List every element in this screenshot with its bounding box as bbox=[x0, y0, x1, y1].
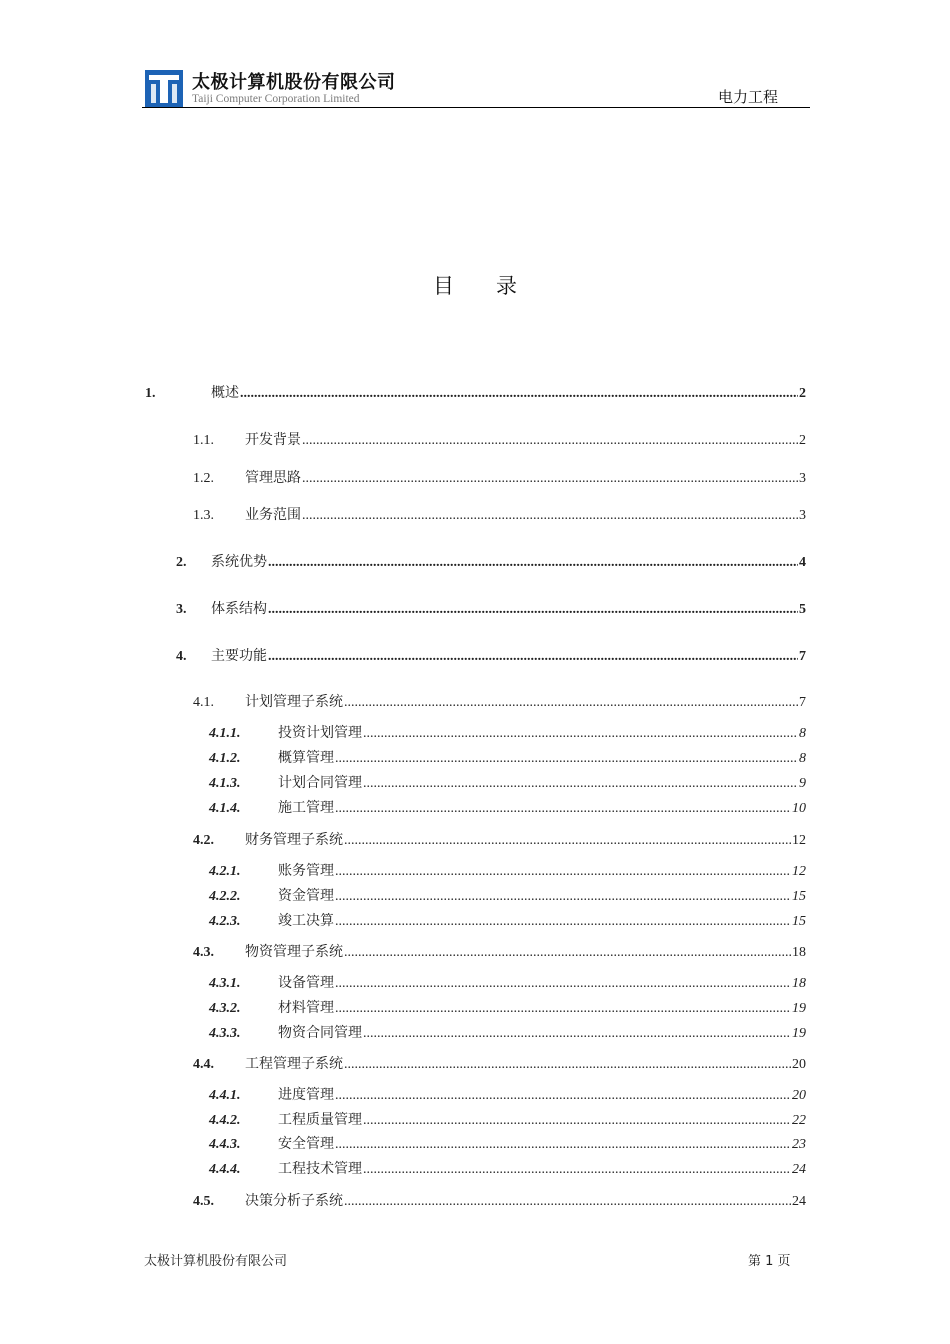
toc-leader-dots bbox=[335, 751, 798, 767]
toc-leader-dots bbox=[363, 1113, 791, 1129]
toc-leader-dots bbox=[363, 1026, 791, 1042]
toc-entry[interactable] bbox=[209, 1022, 806, 1042]
toc-leader-dots bbox=[344, 945, 791, 961]
toc-entry-number: 1.1. bbox=[193, 433, 214, 448]
toc-entry[interactable] bbox=[193, 691, 806, 711]
toc-entry[interactable] bbox=[193, 829, 806, 849]
toc-entry-title: 安全管理 bbox=[278, 1136, 334, 1152]
toc-leader-dots bbox=[335, 976, 791, 992]
toc-entry-page: 4 bbox=[799, 555, 806, 570]
toc-entry-number: 4.4.2. bbox=[209, 1113, 241, 1128]
toc-leader-dots bbox=[335, 864, 791, 880]
toc-entry-page: 20 bbox=[792, 1088, 806, 1103]
toc-leader-dots bbox=[335, 1137, 791, 1153]
toc-entry-page: 23 bbox=[792, 1137, 806, 1152]
toc-entry-number: 1.3. bbox=[193, 508, 214, 523]
toc-entry[interactable] bbox=[193, 429, 806, 449]
toc-leader-dots bbox=[302, 508, 798, 524]
toc-entry-title: 计划管理子系统 bbox=[245, 694, 343, 710]
toc-entry[interactable] bbox=[209, 1084, 806, 1104]
toc-entry-page: 20 bbox=[792, 1057, 806, 1072]
toc-leader-dots bbox=[344, 695, 798, 711]
toc-entry-title: 系统优势 bbox=[211, 554, 267, 570]
toc-entry-page: 15 bbox=[792, 889, 806, 904]
toc-entry-title: 资金管理 bbox=[278, 888, 334, 904]
toc-entry-title: 业务范围 bbox=[245, 507, 301, 523]
header-divider bbox=[142, 107, 810, 108]
toc-leader-dots bbox=[268, 602, 798, 618]
toc-entry-number: 4.2.1. bbox=[209, 864, 241, 879]
toc-entry[interactable] bbox=[209, 797, 806, 817]
toc-entry-number: 4.4.3. bbox=[209, 1137, 241, 1152]
toc-leader-dots bbox=[335, 801, 791, 817]
toc-entry-number: 4.1. bbox=[193, 695, 214, 710]
toc-title bbox=[0, 270, 950, 300]
toc-entry-title: 投资计划管理 bbox=[278, 725, 362, 741]
toc-entry-number: 4.1.4. bbox=[209, 801, 241, 816]
toc-entry-title: 竣工决算 bbox=[278, 913, 334, 929]
toc-entry-page: 8 bbox=[799, 751, 806, 766]
footer-page-number: 第 1 页 bbox=[748, 1254, 791, 1269]
toc-entry[interactable] bbox=[176, 551, 806, 571]
toc-entry-number: 3. bbox=[176, 602, 187, 617]
toc-entry-title: 物资管理子系统 bbox=[245, 944, 343, 960]
toc-entry-title: 材料管理 bbox=[278, 1000, 334, 1016]
toc-entry-page: 9 bbox=[799, 776, 806, 791]
toc-entry-page: 3 bbox=[799, 508, 806, 523]
toc-leader-dots bbox=[335, 889, 791, 905]
toc-entry-page: 12 bbox=[792, 833, 806, 848]
toc-entry[interactable] bbox=[209, 1109, 806, 1129]
toc-entry-title: 账务管理 bbox=[278, 863, 334, 879]
toc-entry-number: 2. bbox=[176, 555, 187, 570]
toc-entry-page: 18 bbox=[792, 945, 806, 960]
toc-entry-page: 10 bbox=[792, 801, 806, 816]
toc-leader-dots bbox=[302, 433, 798, 449]
toc-entry[interactable] bbox=[193, 467, 806, 487]
toc-entry-title: 开发背景 bbox=[245, 432, 301, 448]
toc-entry-title: 决策分析子系统 bbox=[245, 1193, 343, 1209]
toc-entry[interactable] bbox=[209, 722, 806, 742]
toc-entry-number: 4. bbox=[176, 649, 187, 664]
toc-entry-page: 22 bbox=[792, 1113, 806, 1128]
toc-leader-dots bbox=[268, 555, 798, 571]
toc-entry-title: 工程技术管理 bbox=[278, 1161, 362, 1177]
toc-entry-title: 体系结构 bbox=[211, 601, 267, 617]
toc-leader-dots bbox=[344, 1194, 791, 1210]
toc-entry[interactable] bbox=[193, 1190, 806, 1210]
toc-entry-title: 财务管理子系统 bbox=[245, 832, 343, 848]
toc-entry[interactable] bbox=[145, 382, 806, 402]
toc-leader-dots bbox=[268, 649, 798, 665]
toc-entry-number: 1.2. bbox=[193, 471, 214, 486]
toc-entry-page: 2 bbox=[799, 386, 806, 401]
toc-entry-page: 5 bbox=[799, 602, 806, 617]
toc-entry[interactable] bbox=[209, 997, 806, 1017]
toc-entry-number: 4.3.3. bbox=[209, 1026, 241, 1041]
toc-entry-page: 2 bbox=[799, 433, 806, 448]
toc-entry-number: 4.4.4. bbox=[209, 1162, 241, 1177]
toc-title-char-2: 录 bbox=[496, 274, 517, 298]
toc-entry-number: 4.4.1. bbox=[209, 1088, 241, 1103]
document-section-label: 电力工程 bbox=[717, 88, 778, 106]
toc-entry[interactable] bbox=[209, 772, 806, 792]
toc-entry[interactable] bbox=[209, 1133, 806, 1153]
toc-entry[interactable] bbox=[193, 941, 806, 961]
page-header bbox=[142, 66, 810, 108]
toc-entry-page: 8 bbox=[799, 726, 806, 741]
toc-entry[interactable] bbox=[193, 1053, 806, 1073]
toc-entry-page: 7 bbox=[799, 695, 806, 710]
toc-entry-title: 设备管理 bbox=[278, 975, 334, 991]
toc-leader-dots bbox=[363, 776, 798, 792]
toc-entry-page: 7 bbox=[799, 649, 806, 664]
toc-entry-title: 物资合同管理 bbox=[278, 1025, 362, 1041]
toc-entry[interactable] bbox=[209, 910, 806, 930]
toc-entry[interactable] bbox=[209, 972, 806, 992]
toc-title-char-1: 目 bbox=[433, 274, 454, 298]
toc-entry-title: 计划合同管理 bbox=[278, 775, 362, 791]
toc-entry-number: 4.3.1. bbox=[209, 976, 241, 991]
toc-entry[interactable] bbox=[209, 747, 806, 767]
toc-entry-number: 4.1.1. bbox=[209, 726, 241, 741]
company-name-cn: 太极计算机股份有限公司 bbox=[192, 72, 396, 93]
toc-entry[interactable] bbox=[193, 504, 806, 524]
taiji-logo-icon bbox=[145, 70, 183, 107]
toc-entry-number: 4.2.3. bbox=[209, 914, 241, 929]
toc-entry[interactable] bbox=[176, 598, 806, 618]
toc-entry-number: 4.1.3. bbox=[209, 776, 241, 791]
toc-entry-page: 19 bbox=[792, 1026, 806, 1041]
toc-entry[interactable] bbox=[209, 860, 806, 880]
toc-leader-dots bbox=[335, 914, 791, 930]
toc-entry-page: 3 bbox=[799, 471, 806, 486]
toc-entry-number: 4.5. bbox=[193, 1194, 214, 1209]
toc-entry-number: 4.2.2. bbox=[209, 889, 241, 904]
toc-entry-page: 24 bbox=[792, 1162, 806, 1177]
toc-leader-dots bbox=[302, 471, 798, 487]
toc-entry-page: 19 bbox=[792, 1001, 806, 1016]
toc-leader-dots bbox=[344, 833, 791, 849]
toc-entry-page: 15 bbox=[792, 914, 806, 929]
toc-entry-title: 施工管理 bbox=[278, 800, 334, 816]
toc-entry-number: 4.1.2. bbox=[209, 751, 241, 766]
toc-entry-page: 12 bbox=[792, 864, 806, 879]
toc-leader-dots bbox=[363, 726, 798, 742]
toc-leader-dots bbox=[335, 1088, 791, 1104]
footer-company: 太极计算机股份有限公司 bbox=[144, 1254, 288, 1269]
toc-entry-number: 4.4. bbox=[193, 1057, 214, 1072]
toc-entry[interactable] bbox=[209, 885, 806, 905]
toc-entry-title: 工程管理子系统 bbox=[245, 1056, 343, 1072]
company-name-en: Taiji Computer Corporation Limited bbox=[192, 93, 360, 105]
toc-entry-page: 18 bbox=[792, 976, 806, 991]
toc-leader-dots bbox=[363, 1162, 791, 1178]
toc-leader-dots bbox=[240, 386, 798, 402]
toc-entry-number: 4.3. bbox=[193, 945, 214, 960]
toc-entry-title: 进度管理 bbox=[278, 1087, 334, 1103]
toc-entry-number: 4.3.2. bbox=[209, 1001, 241, 1016]
toc-entry-title: 概算管理 bbox=[278, 750, 334, 766]
toc-entry[interactable] bbox=[209, 1158, 806, 1178]
toc-leader-dots bbox=[344, 1057, 791, 1073]
toc-entry-number: 4.2. bbox=[193, 833, 214, 848]
toc-entry-title: 管理思路 bbox=[245, 470, 301, 486]
toc-entry[interactable] bbox=[176, 645, 806, 665]
toc-entry-title: 概述 bbox=[211, 385, 239, 401]
toc-entry-title: 主要功能 bbox=[211, 648, 267, 664]
toc-leader-dots bbox=[335, 1001, 791, 1017]
toc-entry-page: 24 bbox=[792, 1194, 806, 1209]
toc-entry-number: 1. bbox=[145, 386, 156, 401]
toc-entry-title: 工程质量管理 bbox=[278, 1112, 362, 1128]
